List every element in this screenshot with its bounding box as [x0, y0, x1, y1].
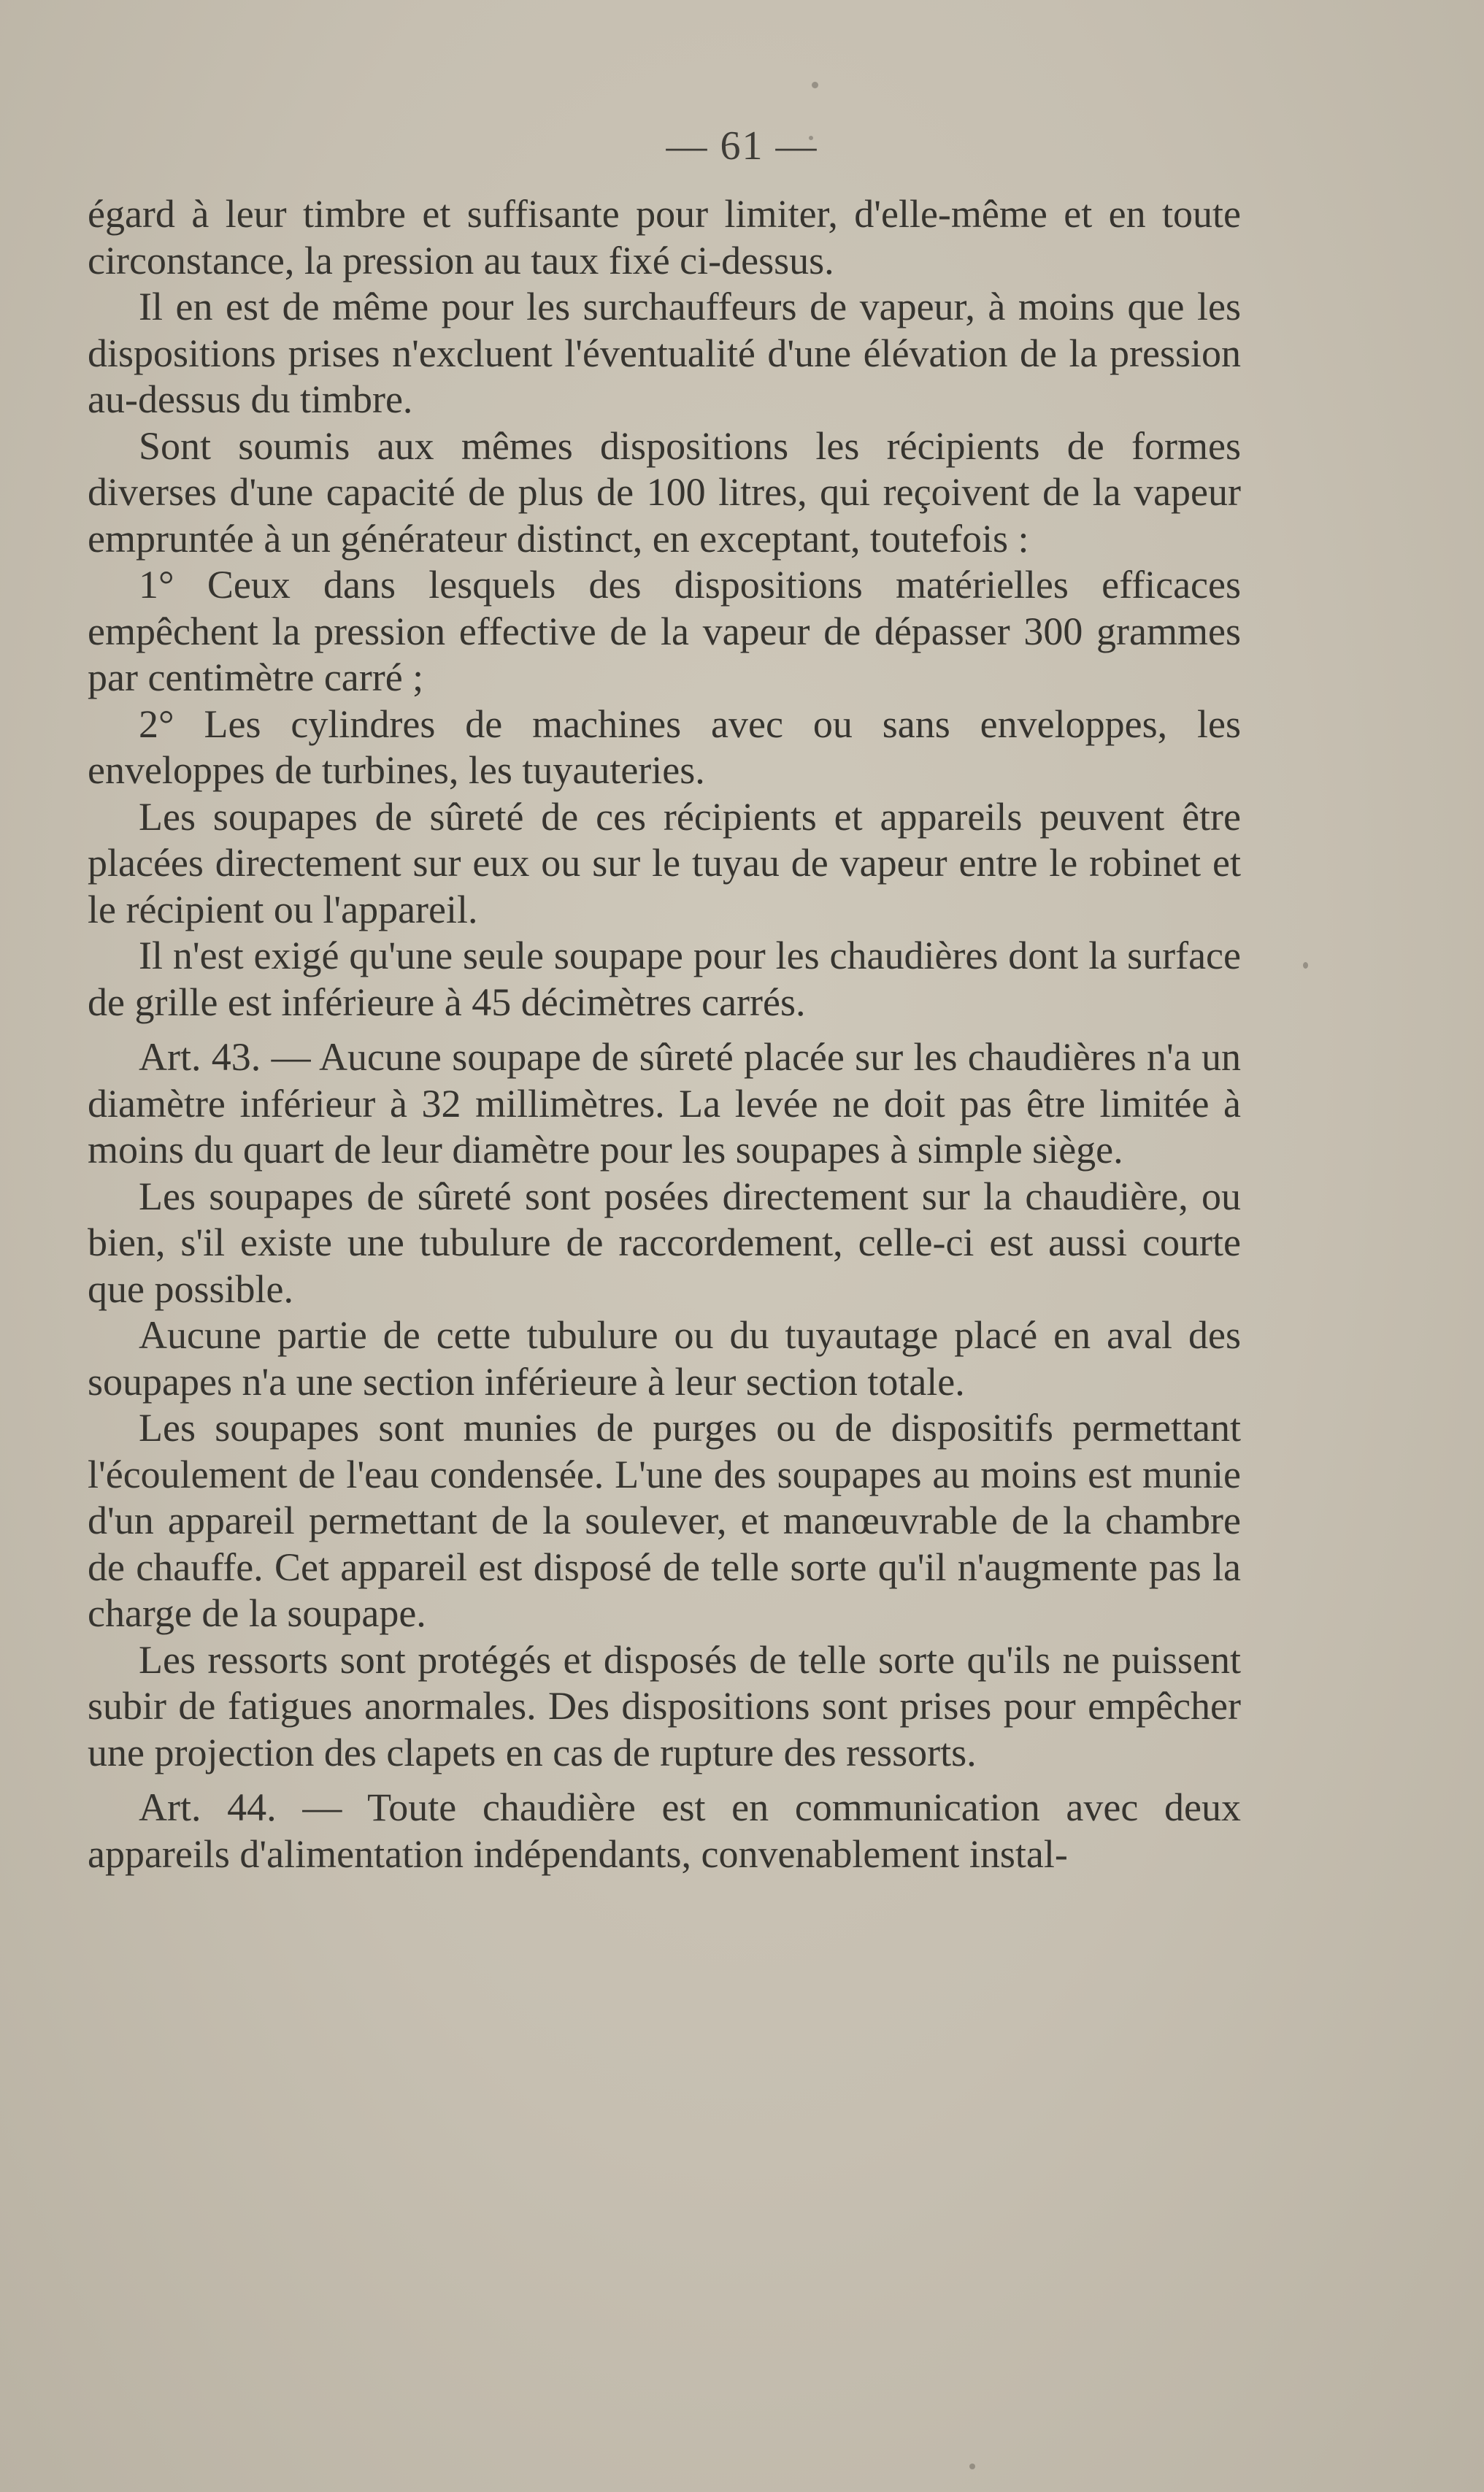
paragraph: Les soupapes de sûreté sont posées directement sur la chaudière, ou bien, s'il existe une tubulure de raccordement, celle-ci est aussi courte que possible.: [88, 1174, 1241, 1311]
paragraph: égard à leur timbre et suffisante pour limiter, d'elle-même et en toute circonstance, la pression au taux fixé ci-dessus.: [88, 192, 1241, 282]
ink-spot: [969, 2464, 975, 2469]
article-43-paragraph: Art. 43. — Aucune soupape de sûreté placée sur les chaudières n'a un diamètre inférieur à 32 millimètres. La levée ne doit pas être limitée à moins du quart de leur diamètre pour les soupapes à simple siège.: [88, 1035, 1241, 1172]
paragraph: Il en est de même pour les surchauffeurs de vapeur, à moins que les dispositions prises n'excluent l'éventualité d'une élévation de la pression au-dessus du timbre.: [88, 285, 1241, 421]
ink-spot: [1303, 962, 1308, 969]
paragraph: Sont soumis aux mêmes dispositions les récipients de formes diverses d'une capacité de plus de 100 litres, qui reçoivent de la vapeur empruntée à un générateur distinct, en exceptant, toutefois :: [88, 423, 1241, 561]
paragraph: Il n'est exigé qu'une seule soupape pour les chaudières dont la surface de grille est inférieure à 45 décimètres carrés.: [88, 934, 1241, 1024]
paragraph: 2° Les cylindres de machines avec ou sans enveloppes, les enveloppes de turbines, les tuyauteries.: [88, 701, 1241, 792]
paragraph: Les ressorts sont protégés et disposés de telle sorte qu'ils ne puissent subir de fatigues anormales. Des dispositions sont prises pour empêcher une projection des clapets en cas de rupture des ressorts.: [88, 1637, 1241, 1774]
paragraph: Les soupapes de sûreté de ces récipients et appareils peuvent être placées directement sur eux ou sur le tuyau de vapeur entre le robinet et le récipient ou l'appareil.: [88, 794, 1241, 931]
ink-spot: [812, 82, 818, 88]
article-44-paragraph: Art. 44. — Toute chaudière est en communication avec deux appareils d'alimentation indépendants, convenablement instal-: [88, 1785, 1241, 1876]
body-text: [88, 191, 1241, 1877]
paragraph: 1° Ceux dans lesquels des dispositions matérielles efficaces empêchent la pression effective de la vapeur de dépasser 300 grammes par centimètre carré ;: [88, 563, 1241, 699]
page-number: — 61 —: [666, 123, 818, 169]
paragraph: Aucune partie de cette tubulure ou du tuyautage placé en aval des soupapes n'a une section inférieure à leur section totale.: [88, 1313, 1241, 1404]
paragraph: Les soupapes sont munies de purges ou de dispositifs permettant l'écoulement de l'eau condensée. L'une des soupapes au moins est munie d'un appareil permettant de la soulever, et manœuvrable de la chambre de chauffe. Cet appareil est disposé de telle sorte qu'il n'augmente pas la charge de la soupape.: [88, 1406, 1241, 1635]
